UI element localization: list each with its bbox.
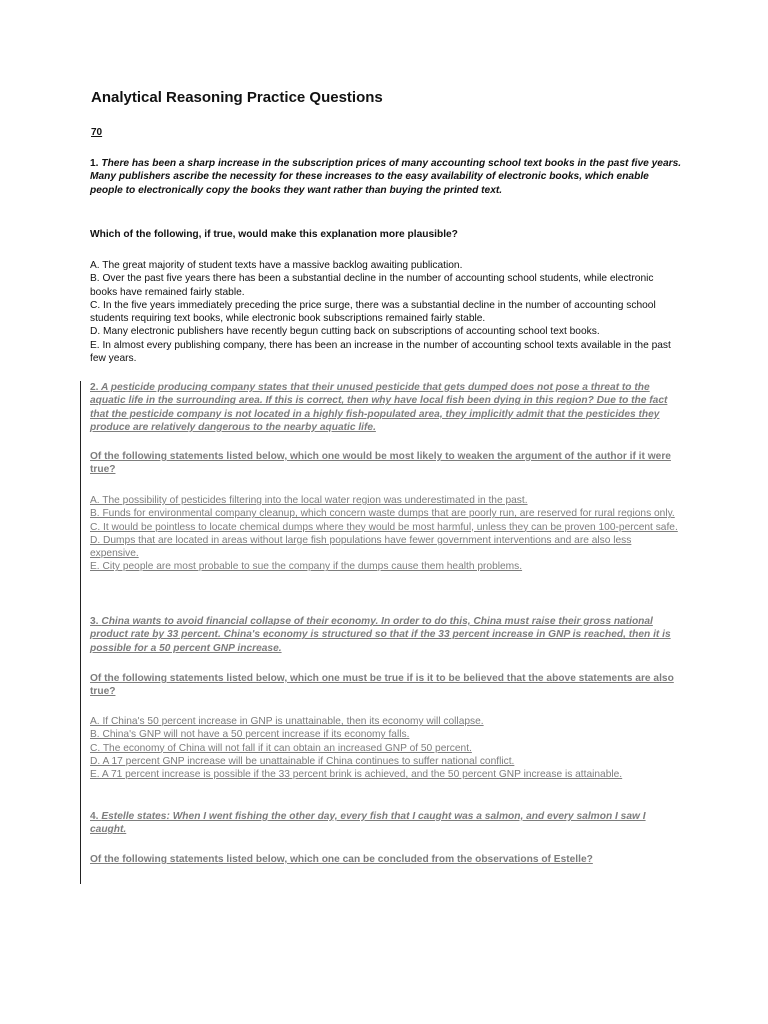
question-3-option-c: C. The economy of China will not fall if it can obtain an increased GNP of 50 percent. [90,742,472,754]
question-3-prompt-wrap [90,672,682,699]
question-2-text: A pesticide producing company states that their unused pesticide that gets dumped does not pose a threat to the aquatic life in the surrounding area. If this is correct, then why have local fish been dying in this region? Due to the fact that the pesticide company is not located in a highly fish-populated area, they implicitly admit that the pesticides they produce are relatively dangerous to the nearby aquatic life. [90,382,668,433]
question-3-option-d: D. A 17 percent GNP increase will be unattainable if China continues to suffer national conflict. [90,755,515,767]
question-2-option-a: A. The possibility of pesticides filtering into the local water region was underestimated in the past. [90,495,528,506]
question-3-stem [90,615,682,655]
question-2-number: 2. [90,382,99,393]
question-4-prompt: Of the following statements listed below, which one can be concluded from the observations of Estelle? [90,854,593,865]
question-3 [90,615,682,655]
question-3-options [90,715,682,781]
question-2-option-b: B. Funds for environmental company cleanup, which concern waste dumps that are poorly run, are reserved for rural regions only. [90,508,675,520]
question-1 [90,157,682,197]
page-title: Analytical Reasoning Practice Questions [91,89,383,106]
question-4 [90,810,682,837]
question-2 [90,381,682,434]
question-1-option-a: A. The great majority of student texts have a massive backlog awaiting publication. [90,260,463,271]
question-1-options [90,259,682,365]
question-1-option-b: B. Over the past five years there has been a substantial decline in the number of accounting school students, while electronic books have remained fairly stable. [90,273,654,298]
question-3-option-b: B. China's GNP will not have a 50 percent increase if its economy falls. [90,729,410,741]
question-2-option-e: E. City people are most probable to sue the company if the dumps cause them health problems. [90,561,523,573]
question-2-stem [90,381,682,434]
question-4-stem [90,810,682,837]
question-2-prompt-wrap [90,450,682,477]
question-3-number: 3. [90,616,99,627]
question-2-option-c: C. It would be pointless to locate chemical dumps where they would be most harmful, unless they can be proven 100-percent safe. [90,521,678,533]
question-1-text: There has been a sharp increase in the subscription prices of many accounting school text books in the past five years. Many publishers ascribe the necessity for these increases to the easy availability of electronic books, which enable people to electronically copy the books they want rather than buying the printed text. [90,158,682,196]
change-bar [80,381,81,884]
question-2-options [90,494,682,574]
question-3-option-a: A. If China's 50 percent increase in GNP is unattainable, then its economy will collapse. [90,716,484,727]
question-3-option-e: E. A 71 percent increase is possible if the 33 percent brink is achieved, and the 50 percent GNP increase is attainable. [90,769,623,781]
question-4-prompt-wrap [90,853,682,866]
question-3-text: China wants to avoid financial collapse of their economy. In order to do this, China must raise their gross national product rate by 33 percent. China's economy is structured so that if the 33 percent increase in GNP is reached, then it is possible for a 50 percent GNP increase. [90,616,671,654]
question-1-prompt: Which of the following, if true, would make this explanation more plausible? [90,229,458,240]
question-3-prompt: Of the following statements listed below, which one must be true if is it to be believed that the above statements are also true? [90,673,674,698]
question-1-stem [90,157,682,197]
question-1-option-d: D. Many electronic publishers have recently begun cutting back on subscriptions of accounting school text books. [90,326,600,338]
question-2-option-d: D. Dumps that are located in areas without large fish populations have fewer government interventions and are also less expensive. [90,534,632,560]
question-4-number: 4. [90,811,99,822]
question-4-text: Estelle states: When I went fishing the other day, every fish that I caught was a salmon, and every salmon I saw I caught. [90,811,646,836]
question-1-option-e: E. In almost every publishing company, there has been an increase in the number of accounting school texts available in the past few years. [90,339,671,365]
question-1-option-c: C. In the five years immediately preceding the price surge, there was a substantial decline in the number of accounting school students requiring text books, while electronic book subscriptions remained fairly stable. [90,299,656,325]
question-2-prompt: Of the following statements listed below, which one would be most likely to weaken the argument of the author if it were true? [90,451,671,476]
page-number: 70 [91,127,103,138]
question-1-number: 1. [90,158,99,169]
